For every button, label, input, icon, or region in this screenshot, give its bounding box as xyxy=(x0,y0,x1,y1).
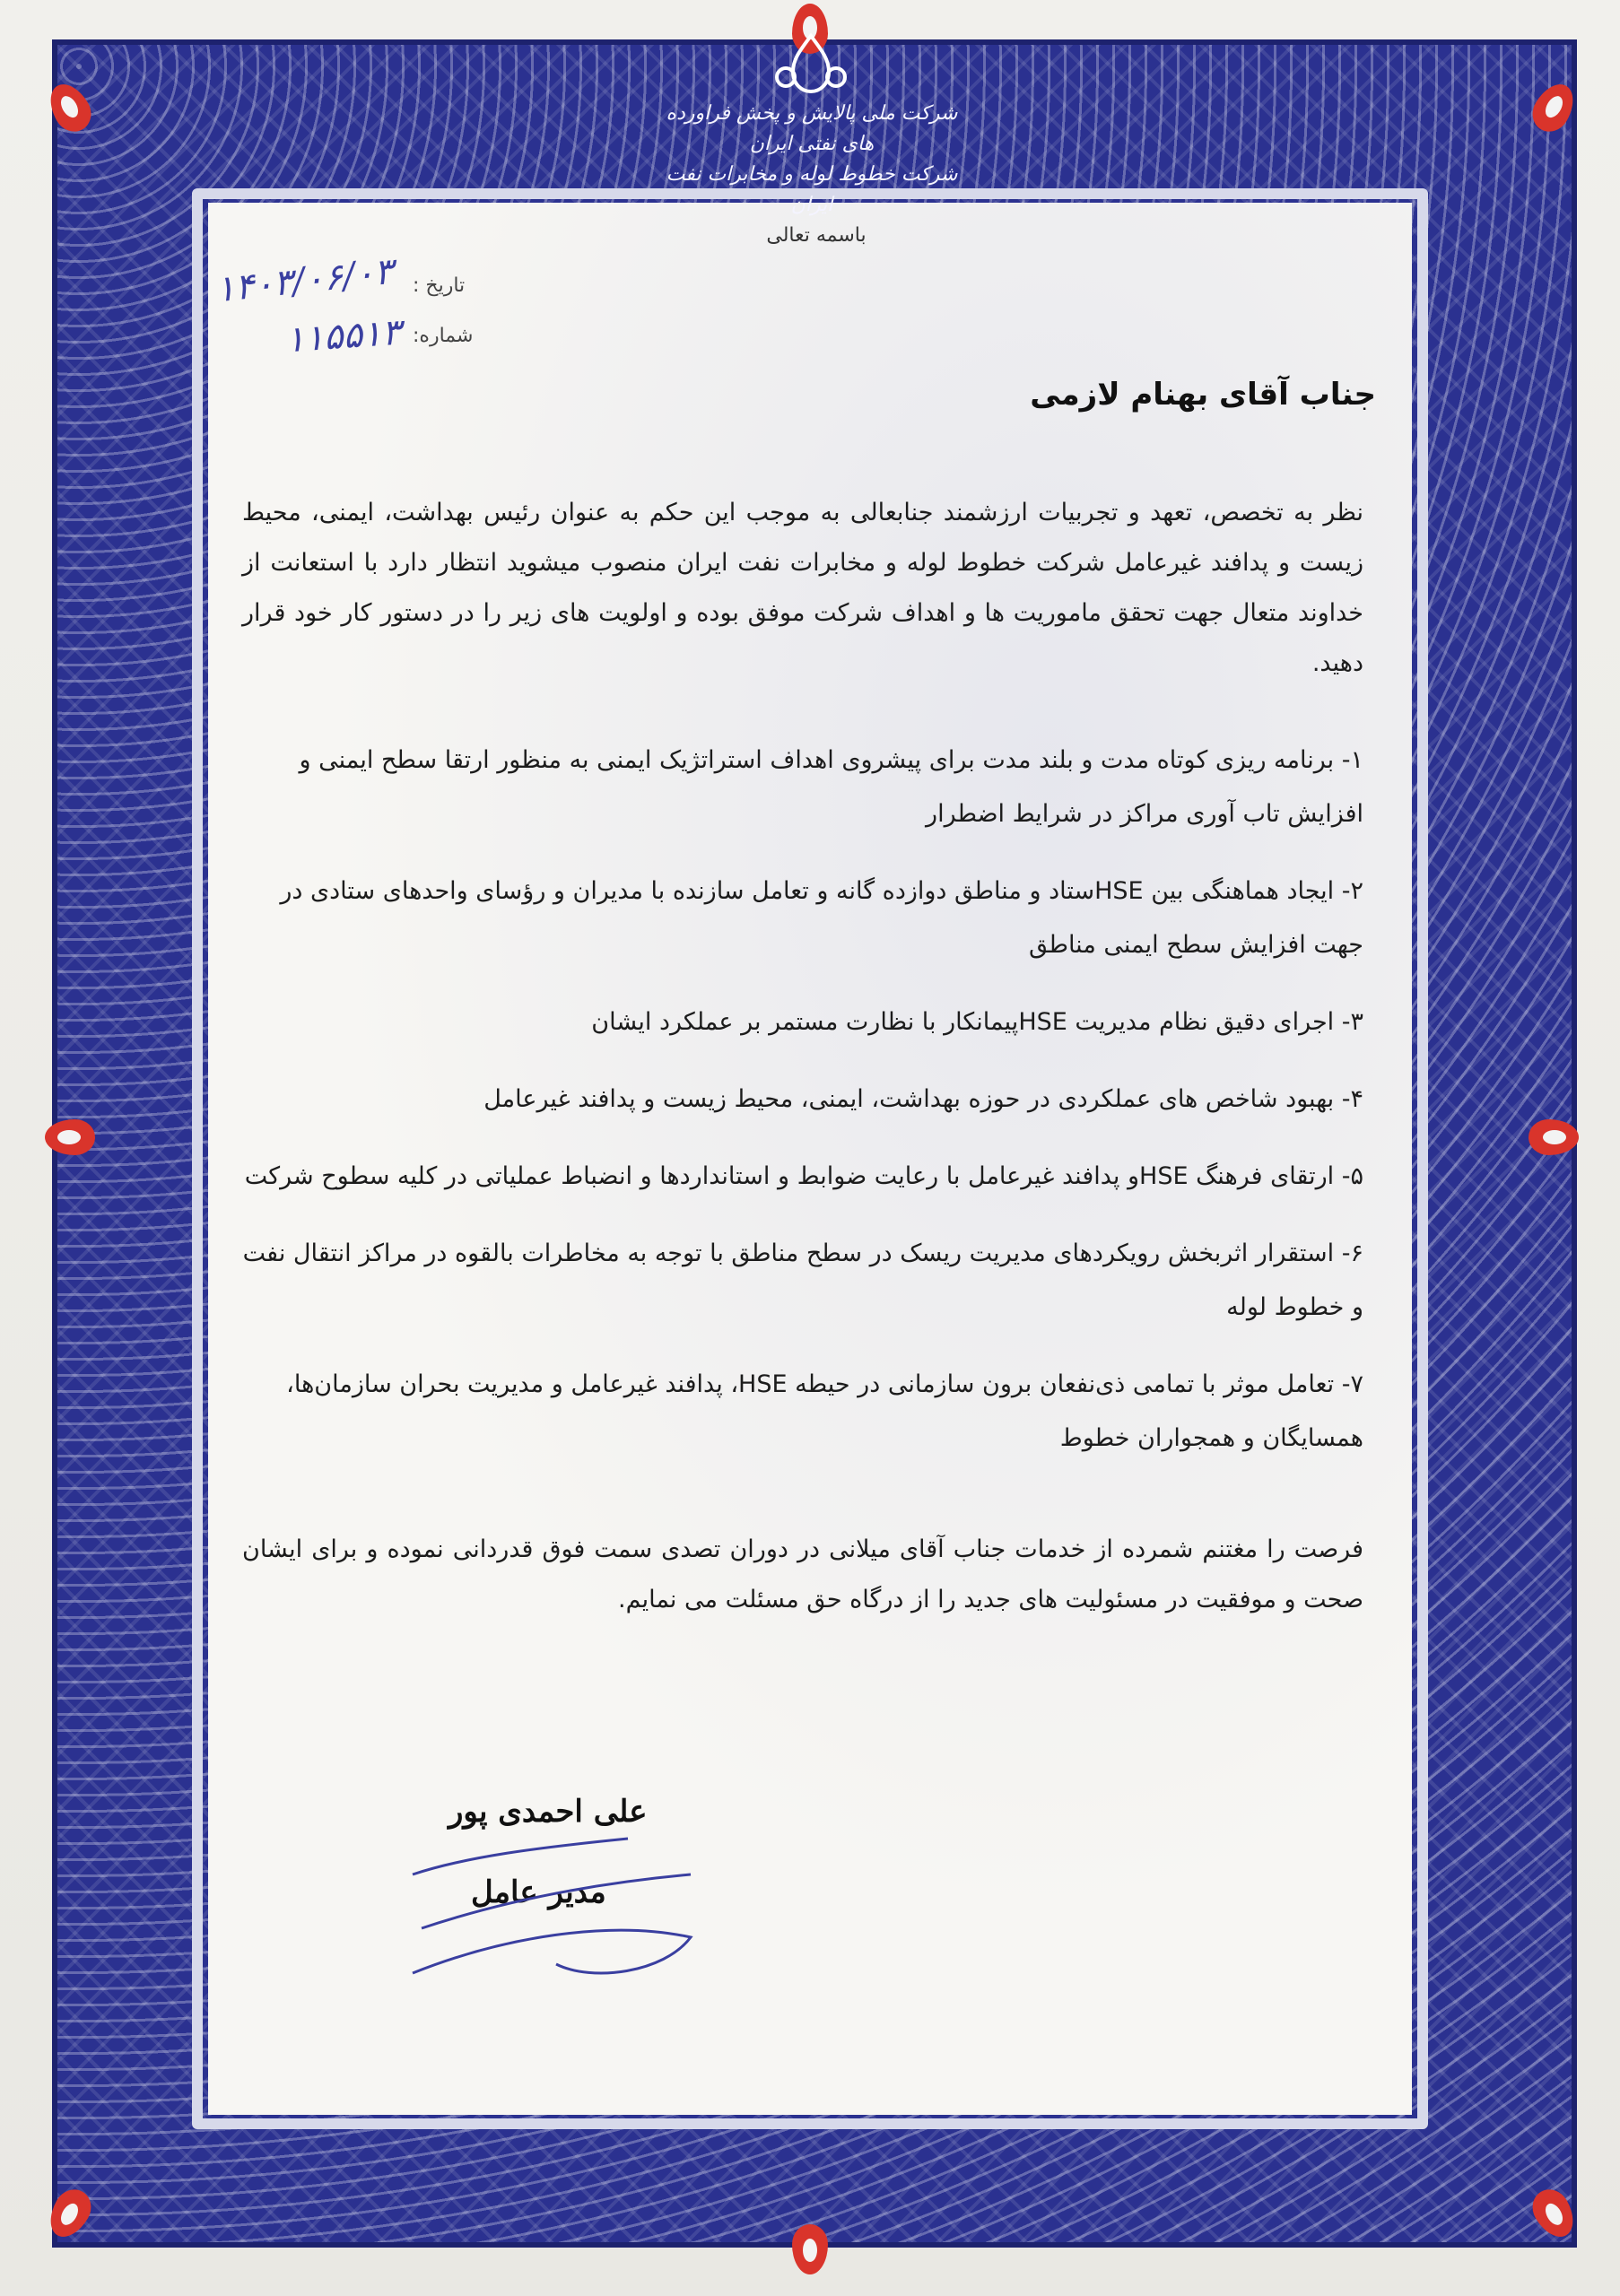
list-item: ۴- بهبود شاخص های عملکردی در حوزه بهداشت، ایمنی، محیط زیست و پدافند غیرعامل xyxy=(483,1085,1363,1113)
number-label: شماره: xyxy=(413,325,474,347)
bismillah: باسمه تعالی xyxy=(766,224,867,247)
logo-line-1: شرکت ملی پالایش و پخش فراورده های نفتی ایران xyxy=(666,102,958,155)
company-logo-icon xyxy=(773,32,849,95)
list-item: ۶- استقرار اثربخش رویکردهای مدیریت ریسک در سطح مناطق با توجه به مخاطرات بالقوه در مراکز انتقال نفت و خطوط لوله xyxy=(242,1239,1363,1321)
priorities-list xyxy=(242,734,1363,1489)
signature-icon xyxy=(395,1821,736,2000)
company-logo-text xyxy=(664,99,960,216)
logo-line-2: شرکت خطوط لوله و مخابرات نفت ایران xyxy=(666,163,958,216)
handwritten-date: ۱۴۰۳/۰۶/۰۳ xyxy=(213,250,396,311)
handwritten-number: ۱۱۵۵۱۳ xyxy=(283,311,403,361)
date-label: تاریخ : xyxy=(413,274,466,297)
signatory-title: مدیر عامل xyxy=(471,1874,606,1910)
recipient-heading: جناب آقای بهنام لازمی xyxy=(1030,377,1376,413)
signatory-name: علی احمدی پور xyxy=(449,1794,648,1830)
list-item: ۱- برنامه ریزی کوتاه مدت و بلند مدت برای پیشروی اهداف استراتژیک ایمنی به منظور ارتقا سطح ایمنی و افزایش تاب آوری مراکز در شرایط اضطرار xyxy=(299,746,1363,828)
list-item: ۲- ایجاد هماهنگی بین HSEستاد و مناطق دوازده گانه و تعامل سازنده با مدیران و رؤسای واحدهای ستادی در جهت افزایش سطح ایمنی مناطق xyxy=(280,877,1363,959)
list-item: ۷- تعامل موثر با تمامی ذی‌نفعان برون سازمانی در حیطه HSE، پدافند غیرعامل و مدیریت بحران سازمان‌ها، همسایگان و همجواران خطوط xyxy=(286,1370,1363,1452)
intro-paragraph: نظر به تخصص، تعهد و تجربیات ارزشمند جنابعالی به موجب این حکم به عنوان رئیس بهداشت، ایمنی، محیط زیست و پدافند غیرعامل شرکت خطوط لوله و مخابرات نفت ایران منصوب میشوید انتظار دارد با استعانت از خداوند متعال جهت تحقق ماموریت ها و اهداف شرکت موفق بوده و اولویت های زیر را در دستور کار خود قرار دهید. xyxy=(242,499,1363,677)
closing-paragraph: فرصت را مغتنم شمرده از خدمات جناب آقای میلانی در دوران تصدی سمت فوق قدردانی نموده و برای ایشان صحت و موفقیت در مسئولیت های جدید را از درگاه حق مسئلت می نمایم. xyxy=(242,1535,1363,1613)
list-item: ۳- اجرای دقیق نظام مدیریت HSEپیمانکار با نظارت مستمر بر عملکرد ایشان xyxy=(591,1008,1363,1036)
list-item: ۵- ارتقای فرهنگ HSEو پدافند غیرعامل با رعایت ضوابط و استانداردها و انضباط عملیاتی در کلیه سطوح شرکت xyxy=(244,1162,1363,1190)
